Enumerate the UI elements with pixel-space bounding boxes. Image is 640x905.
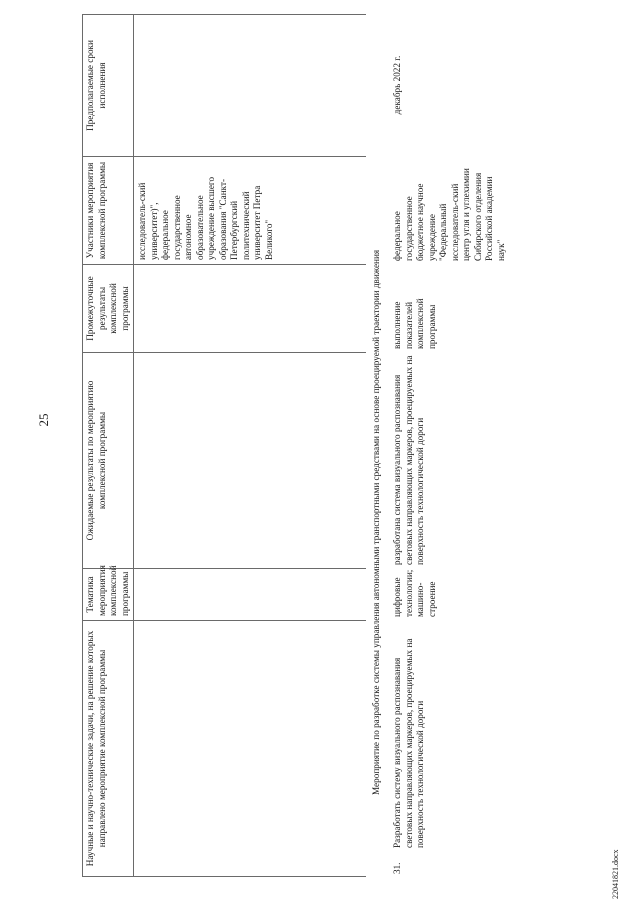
row-task: Разработать систему визуального распознавания световых направляющих маркеров, проецируемых на поверхность технологической дороги [392,638,425,848]
row-intermediate: выполнение показателей комплексной программы [392,298,437,349]
table-header-row [83,15,134,877]
header-intermediate: Промежуточные результаты комплексной программы [83,265,134,353]
header-deadline: Предполагаемые сроки исполнения [83,15,134,157]
header-participants: Участники мероприятия комплексной программы [83,157,134,265]
continued-participants: исследователь-ский университет)", федеральное государственное автономное образовательное учреждение высшего образования "Санкт-Петербургский политехнический университет Петра Великого" [134,157,366,265]
row-result: разработана система визуального распознавания световых направляющих маркеров, проецируемых на поверхность технологической дороги [392,355,425,565]
row-deadline: декабрь 2022 г. [392,55,402,115]
table-row-continued [134,15,366,877]
section-title: Мероприятие по разработке системы управления автономными транспортными средствами на основе проецируемой траектории движения [371,249,381,795]
page-number: 25 [36,413,51,427]
row-participants: федеральное государственное бюджетное научное учреждение "Федеральный исследователь-ский центр угля и углехимии Сибирского отделения Российской академии наук" [392,168,506,261]
header-results: Ожидаемые результаты по мероприятию комплексной программы [83,353,134,569]
header-tasks: Научные и научно-технические задачи, на решение которых направлено мероприятие комплексной программы [83,621,134,877]
program-table [82,14,366,877]
row-number: 31. [392,862,402,874]
row-topic: цифровые технологии; машино-строение [392,569,437,617]
header-topic: Тематика мероприятия комплексной программы [83,569,134,621]
doc-reference: 22041821.docx [611,849,620,899]
